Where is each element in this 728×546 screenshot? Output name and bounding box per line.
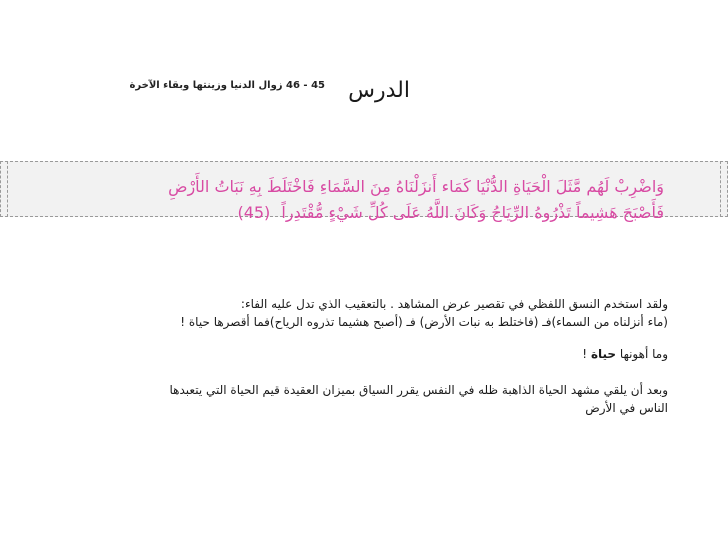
verse-line-2 [237, 203, 664, 222]
slide-title: الدرس [348, 78, 410, 103]
verse-line-1: وَاضْرِبْ لَهُم مَّثَلَ الْحَيَاةِ الدُّنْيَا كَمَاء أَنزَلْنَاهُ مِنَ السَّمَاءِ فَاخْتَلَطَ بِهِ نَبَاتُ الأَرْضِ [168, 177, 664, 196]
verse-box [0, 161, 728, 222]
paragraph-3-prefix: وما أهونها [619, 347, 668, 361]
lesson-subtitle: 45 - 46 زوال الدنيا وزينتها وبقاء الآخرة [129, 80, 325, 91]
commentary-paragraph-1: ولقد استخدم النسق اللفظي في تقصير عرض المشاهد . بالتعقيب الذي تدل عليه الفاء: [240, 297, 668, 311]
commentary-paragraph-4: وبعد أن يلقي مشهد الحياة الذاهبة ظله في النفس يقرر السياق بميزان العقيدة قيم الحياة التي يتعبدها [169, 383, 668, 397]
commentary-paragraph-2: (ماء أنزلناه من السماء)فـ (فاختلط به نبات الأرض) فـ (أصبح هشيما تذروه الرياح)فما أقصرها حياة ! [180, 315, 668, 329]
verse-reference: (45) [237, 203, 271, 222]
paragraph-3-bold-word: حياة [590, 347, 617, 361]
verse-line-2-text: فَأَصْبَحَ هَشِيماً تَذْرُوهُ الرِّيَاحُ وَكَانَ اللَّهُ عَلَى كُلِّ شَيْءٍ مُّقْتَدِراً [281, 203, 664, 222]
commentary-paragraph-3 [582, 344, 668, 364]
paragraph-3-suffix: ! [582, 347, 588, 361]
commentary-paragraph-5: الناس في الأرض [585, 401, 668, 415]
